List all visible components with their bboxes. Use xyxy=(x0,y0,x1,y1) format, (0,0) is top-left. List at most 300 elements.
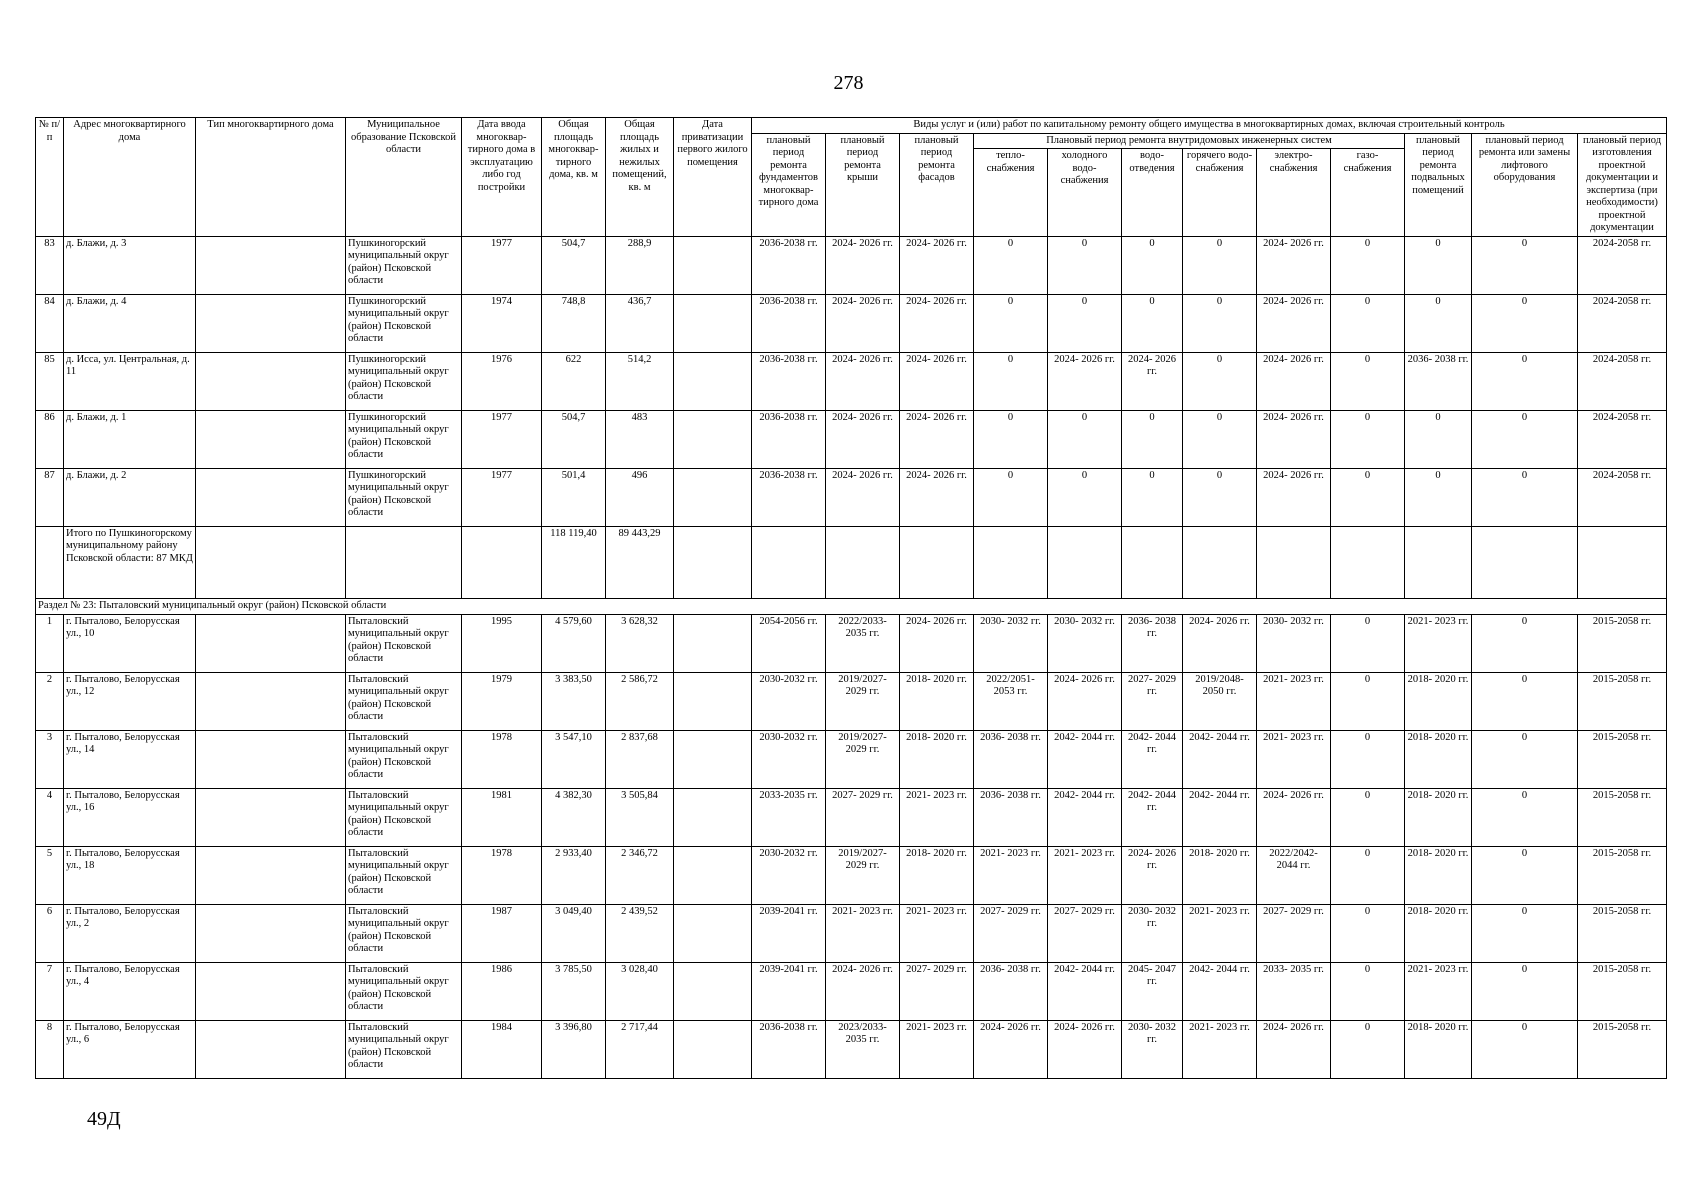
cell-elevator: 0 xyxy=(1472,352,1578,410)
cell-sewage: 2030- 2032 гг. xyxy=(1122,1020,1183,1078)
cell-foundation: 2030-2032 гг. xyxy=(752,730,826,788)
cell-design: 2015-2058 гг. xyxy=(1578,904,1667,962)
col-elevator: плановый период ремонта или замены лифтового оборудования xyxy=(1472,133,1578,236)
cell-roof: 2027- 2029 гг. xyxy=(826,788,900,846)
cell-basement: 0 xyxy=(1405,294,1472,352)
cell-total-area: 3 383,50 xyxy=(542,672,606,730)
cell-gas: 0 xyxy=(1331,846,1405,904)
cell-cold-water: 2042- 2044 гг. xyxy=(1048,788,1122,846)
rows-pytalovsky xyxy=(36,614,1667,1078)
table-row xyxy=(36,236,1667,294)
cell-cold-water: 2024- 2026 гг. xyxy=(1048,672,1122,730)
cell-address: г. Пыталово, Белорусская ул., 12 xyxy=(64,672,196,730)
cell-living-area: 288,9 xyxy=(606,236,674,294)
rows-pushkinogorsky xyxy=(36,236,1667,526)
cell-address: г. Пыталово, Белорусская ул., 4 xyxy=(64,962,196,1020)
total-row xyxy=(36,526,1667,598)
cell-sewage: 2030- 2032 гг. xyxy=(1122,904,1183,962)
total-area: 118 119,40 xyxy=(542,526,606,598)
cell-foundation: 2039-2041 гг. xyxy=(752,904,826,962)
table-row xyxy=(36,788,1667,846)
cell-sewage: 2024- 2026 гг. xyxy=(1122,846,1183,904)
cell-electric: 2030- 2032 гг. xyxy=(1257,614,1331,672)
cell-num: 5 xyxy=(36,846,64,904)
cell-heating: 2027- 2029 гг. xyxy=(974,904,1048,962)
cell-heating: 2036- 2038 гг. xyxy=(974,962,1048,1020)
cell-elevator: 0 xyxy=(1472,410,1578,468)
cell-total-area: 501,4 xyxy=(542,468,606,526)
table-row xyxy=(36,352,1667,410)
col-commission: Дата ввода многоквар- тирного дома в эксплуатацию либо год постройки xyxy=(462,118,542,237)
cell-hot-water: 2042- 2044 гг. xyxy=(1183,788,1257,846)
cell-year: 1974 xyxy=(462,294,542,352)
cell-gas: 0 xyxy=(1331,410,1405,468)
cell-gas: 0 xyxy=(1331,904,1405,962)
cell-hot-water: 0 xyxy=(1183,294,1257,352)
cell-num: 4 xyxy=(36,788,64,846)
cell-facade: 2027- 2029 гг. xyxy=(900,962,974,1020)
cell-total-area: 2 933,40 xyxy=(542,846,606,904)
cell-num: 2 xyxy=(36,672,64,730)
cell-type xyxy=(196,672,346,730)
cell-design: 2024-2058 гг. xyxy=(1578,468,1667,526)
cell-year: 1979 xyxy=(462,672,542,730)
cell-facade: 2024- 2026 гг. xyxy=(900,410,974,468)
cell-hot-water: 0 xyxy=(1183,468,1257,526)
cell-facade: 2024- 2026 гг. xyxy=(900,236,974,294)
table-row xyxy=(36,468,1667,526)
total-empty xyxy=(752,526,826,598)
cell-municipality: Пыталовский муниципальный округ (район) Псковской области xyxy=(346,846,462,904)
cell-living-area: 496 xyxy=(606,468,674,526)
cell-year: 1977 xyxy=(462,468,542,526)
cell-basement: 2018- 2020 гг. xyxy=(1405,730,1472,788)
cell-foundation: 2039-2041 гг. xyxy=(752,962,826,1020)
cell-basement: 2018- 2020 гг. xyxy=(1405,904,1472,962)
table-row xyxy=(36,904,1667,962)
cell-address: д. Блажи, д. 1 xyxy=(64,410,196,468)
cell-type xyxy=(196,962,346,1020)
cell-heating: 0 xyxy=(974,294,1048,352)
cell-living-area: 436,7 xyxy=(606,294,674,352)
cell-sewage: 2024- 2026 гг. xyxy=(1122,352,1183,410)
cell-gas: 0 xyxy=(1331,672,1405,730)
cell-roof: 2024- 2026 гг. xyxy=(826,352,900,410)
cell-facade: 2024- 2026 гг. xyxy=(900,468,974,526)
cell-foundation: 2036-2038 гг. xyxy=(752,1020,826,1078)
cell-municipality: Пыталовский муниципальный округ (район) Псковской области xyxy=(346,672,462,730)
cell-hot-water: 2042- 2044 гг. xyxy=(1183,730,1257,788)
cell-roof: 2022/2033- 2035 гг. xyxy=(826,614,900,672)
cell-foundation: 2030-2032 гг. xyxy=(752,672,826,730)
cell-heating: 2021- 2023 гг. xyxy=(974,846,1048,904)
cell-foundation: 2036-2038 гг. xyxy=(752,294,826,352)
cell-basement: 2036- 2038 гг. xyxy=(1405,352,1472,410)
cell-hot-water: 2018- 2020 гг. xyxy=(1183,846,1257,904)
cell-living-area: 3 505,84 xyxy=(606,788,674,846)
cell-electric: 2024- 2026 гг. xyxy=(1257,468,1331,526)
cell-foundation: 2036-2038 гг. xyxy=(752,352,826,410)
cell-year: 1977 xyxy=(462,410,542,468)
cell-sewage: 2036- 2038 гг. xyxy=(1122,614,1183,672)
cell-design: 2015-2058 гг. xyxy=(1578,788,1667,846)
cell-roof: 2019/2027- 2029 гг. xyxy=(826,730,900,788)
cell-municipality: Пушкиногорский муниципальный округ (район) Псковской области xyxy=(346,352,462,410)
cell-municipality: Пыталовский муниципальный округ (район) Псковской области xyxy=(346,1020,462,1078)
cell-facade: 2021- 2023 гг. xyxy=(900,904,974,962)
cell-facade: 2018- 2020 гг. xyxy=(900,846,974,904)
cell-municipality: Пушкиногорский муниципальный округ (район) Псковской области xyxy=(346,236,462,294)
cell-heating: 2036- 2038 гг. xyxy=(974,730,1048,788)
cell-gas: 0 xyxy=(1331,962,1405,1020)
cell-year: 1986 xyxy=(462,962,542,1020)
cell-roof: 2024- 2026 гг. xyxy=(826,410,900,468)
cell-address: г. Пыталово, Белорусская ул., 18 xyxy=(64,846,196,904)
total-empty xyxy=(1257,526,1331,598)
cell-address: г. Пыталово, Белорусская ул., 16 xyxy=(64,788,196,846)
cell-privatization xyxy=(674,846,752,904)
cell-design: 2015-2058 гг. xyxy=(1578,672,1667,730)
total-empty xyxy=(674,526,752,598)
cell-num: 87 xyxy=(36,468,64,526)
col-design: плановый период изготовления проектной документации и экспертиза (при необходимости) проектной документации xyxy=(1578,133,1667,236)
table-row xyxy=(36,730,1667,788)
col-heating: тепло- снабжения xyxy=(974,149,1048,237)
cell-cold-water: 0 xyxy=(1048,236,1122,294)
cell-living-area: 2 346,72 xyxy=(606,846,674,904)
cell-heating: 2024- 2026 гг. xyxy=(974,1020,1048,1078)
cell-municipality: Пыталовский муниципальный округ (район) Псковской области xyxy=(346,904,462,962)
cell-facade: 2024- 2026 гг. xyxy=(900,352,974,410)
cell-basement: 0 xyxy=(1405,236,1472,294)
col-living-area: Общая площадь жилых и нежилых помещений, кв. м xyxy=(606,118,674,237)
cell-elevator: 0 xyxy=(1472,468,1578,526)
cell-sewage: 2042- 2044 гг. xyxy=(1122,788,1183,846)
cell-num: 84 xyxy=(36,294,64,352)
cell-foundation: 2033-2035 гг. xyxy=(752,788,826,846)
cell-cold-water: 2021- 2023 гг. xyxy=(1048,846,1122,904)
cell-design: 2024-2058 гг. xyxy=(1578,294,1667,352)
cell-elevator: 0 xyxy=(1472,904,1578,962)
cell-num: 7 xyxy=(36,962,64,1020)
cell-num: 3 xyxy=(36,730,64,788)
cell-living-area: 514,2 xyxy=(606,352,674,410)
cell-year: 1977 xyxy=(462,236,542,294)
cell-hot-water: 2024- 2026 гг. xyxy=(1183,614,1257,672)
cell-total-area: 504,7 xyxy=(542,236,606,294)
cell-address: д. Исса, ул. Центральная, д. 11 xyxy=(64,352,196,410)
cell-cold-water: 0 xyxy=(1048,410,1122,468)
cell-hot-water: 0 xyxy=(1183,352,1257,410)
cell-cold-water: 0 xyxy=(1048,294,1122,352)
cell-electric: 2024- 2026 гг. xyxy=(1257,236,1331,294)
table-row xyxy=(36,962,1667,1020)
cell-roof: 2023/2033- 2035 гг. xyxy=(826,1020,900,1078)
col-municipality: Муниципальное образование Псковской области xyxy=(346,118,462,237)
cell-elevator: 0 xyxy=(1472,846,1578,904)
cell-type xyxy=(196,352,346,410)
cell-privatization xyxy=(674,614,752,672)
cell-elevator: 0 xyxy=(1472,672,1578,730)
cell-total-area: 3 049,40 xyxy=(542,904,606,962)
cell-roof: 2024- 2026 гг. xyxy=(826,294,900,352)
col-gas: газо- снабжения xyxy=(1331,149,1405,237)
col-total-area: Общая площадь многоквар- тирного дома, кв. м xyxy=(542,118,606,237)
cell-num: 6 xyxy=(36,904,64,962)
header-row-1 xyxy=(36,118,1667,134)
cell-hot-water: 2042- 2044 гг. xyxy=(1183,962,1257,1020)
cell-living-area: 3 028,40 xyxy=(606,962,674,1020)
cell-basement: 2021- 2023 гг. xyxy=(1405,614,1472,672)
cell-privatization xyxy=(674,1020,752,1078)
col-address: Адрес многоквартирного дома xyxy=(64,118,196,237)
cell-type xyxy=(196,614,346,672)
table-row xyxy=(36,846,1667,904)
cell-heating: 0 xyxy=(974,352,1048,410)
col-num: № п/п xyxy=(36,118,64,237)
cell-basement: 2018- 2020 гг. xyxy=(1405,788,1472,846)
table-row xyxy=(36,614,1667,672)
col-services-group: Виды услуг и (или) работ по капитальному ремонту общего имущества в многоквартирных домах, включая строительный контроль xyxy=(752,118,1667,134)
cell-num: 85 xyxy=(36,352,64,410)
cell-roof: 2021- 2023 гг. xyxy=(826,904,900,962)
cell-living-area: 2 717,44 xyxy=(606,1020,674,1078)
cell-address: д. Блажи, д. 2 xyxy=(64,468,196,526)
total-empty xyxy=(974,526,1048,598)
cell-type xyxy=(196,1020,346,1078)
cell-living-area: 2 439,52 xyxy=(606,904,674,962)
col-privatization: Дата приватизации первого жилого помещения xyxy=(674,118,752,237)
total-empty xyxy=(1331,526,1405,598)
table-row xyxy=(36,410,1667,468)
cell-foundation: 2036-2038 гг. xyxy=(752,410,826,468)
cell-heating: 0 xyxy=(974,410,1048,468)
cell-privatization xyxy=(674,730,752,788)
cell-electric: 2024- 2026 гг. xyxy=(1257,352,1331,410)
cell-total-area: 4 382,30 xyxy=(542,788,606,846)
cell-total-area: 3 547,10 xyxy=(542,730,606,788)
cell-foundation: 2030-2032 гг. xyxy=(752,846,826,904)
col-sewage: водо- отведения xyxy=(1122,149,1183,237)
cell-sewage: 0 xyxy=(1122,236,1183,294)
cell-year: 1978 xyxy=(462,846,542,904)
cell-total-area: 748,8 xyxy=(542,294,606,352)
cell-basement: 2018- 2020 гг. xyxy=(1405,846,1472,904)
total-empty xyxy=(346,526,462,598)
cell-cold-water: 2042- 2044 гг. xyxy=(1048,730,1122,788)
cell-elevator: 0 xyxy=(1472,1020,1578,1078)
cell-electric: 2033- 2035 гг. xyxy=(1257,962,1331,1020)
cell-electric: 2021- 2023 гг. xyxy=(1257,730,1331,788)
cell-municipality: Пыталовский муниципальный округ (район) Псковской области xyxy=(346,962,462,1020)
table-row xyxy=(36,672,1667,730)
section-row xyxy=(36,598,1667,614)
cell-type xyxy=(196,904,346,962)
cell-privatization xyxy=(674,410,752,468)
capital-repair-table xyxy=(35,117,1667,1079)
total-empty xyxy=(1405,526,1472,598)
cell-privatization xyxy=(674,788,752,846)
col-type: Тип многоквартирного дома xyxy=(196,118,346,237)
col-facade: плановый период ремонта фасадов xyxy=(900,133,974,236)
total-label: Итого по Пушкиногорскому муниципальному району Псковской области: 87 МКД xyxy=(64,526,196,598)
cell-roof: 2019/2027- 2029 гг. xyxy=(826,672,900,730)
cell-roof: 2024- 2026 гг. xyxy=(826,236,900,294)
cell-municipality: Пыталовский муниципальный округ (район) Псковской области xyxy=(346,788,462,846)
cell-elevator: 0 xyxy=(1472,730,1578,788)
cell-design: 2015-2058 гг. xyxy=(1578,614,1667,672)
total-empty-num xyxy=(36,526,64,598)
cell-hot-water: 0 xyxy=(1183,236,1257,294)
cell-foundation: 2036-2038 гг. xyxy=(752,468,826,526)
cell-num: 83 xyxy=(36,236,64,294)
col-basement: плановый период ремонта подвальных помещений xyxy=(1405,133,1472,236)
cell-type xyxy=(196,236,346,294)
cell-living-area: 483 xyxy=(606,410,674,468)
cell-type xyxy=(196,788,346,846)
cell-facade: 2024- 2026 гг. xyxy=(900,614,974,672)
cell-type xyxy=(196,468,346,526)
cell-gas: 0 xyxy=(1331,352,1405,410)
total-empty xyxy=(900,526,974,598)
cell-cold-water: 2042- 2044 гг. xyxy=(1048,962,1122,1020)
total-living-area: 89 443,29 xyxy=(606,526,674,598)
cell-cold-water: 2024- 2026 гг. xyxy=(1048,1020,1122,1078)
cell-design: 2024-2058 гг. xyxy=(1578,352,1667,410)
cell-sewage: 2027- 2029 гг. xyxy=(1122,672,1183,730)
footer-code: 49Д xyxy=(87,1108,121,1130)
cell-basement: 2018- 2020 гг. xyxy=(1405,672,1472,730)
cell-elevator: 0 xyxy=(1472,294,1578,352)
cell-heating: 2036- 2038 гг. xyxy=(974,788,1048,846)
cell-design: 2024-2058 гг. xyxy=(1578,236,1667,294)
cell-type xyxy=(196,410,346,468)
cell-basement: 2018- 2020 гг. xyxy=(1405,1020,1472,1078)
cell-sewage: 0 xyxy=(1122,294,1183,352)
total-empty xyxy=(1048,526,1122,598)
cell-electric: 2021- 2023 гг. xyxy=(1257,672,1331,730)
cell-electric: 2024- 2026 гг. xyxy=(1257,788,1331,846)
cell-elevator: 0 xyxy=(1472,962,1578,1020)
cell-cold-water: 0 xyxy=(1048,468,1122,526)
cell-heating: 0 xyxy=(974,468,1048,526)
cell-address: д. Блажи, д. 3 xyxy=(64,236,196,294)
cell-total-area: 622 xyxy=(542,352,606,410)
cell-type xyxy=(196,730,346,788)
cell-privatization xyxy=(674,904,752,962)
cell-gas: 0 xyxy=(1331,236,1405,294)
cell-municipality: Пыталовский муниципальный округ (район) Псковской области xyxy=(346,730,462,788)
cell-municipality: Пушкиногорский муниципальный округ (район) Псковской области xyxy=(346,294,462,352)
total-empty xyxy=(826,526,900,598)
cell-num: 86 xyxy=(36,410,64,468)
cell-sewage: 2042- 2044 гг. xyxy=(1122,730,1183,788)
cell-facade: 2018- 2020 гг. xyxy=(900,672,974,730)
total-empty xyxy=(462,526,542,598)
cell-roof: 2024- 2026 гг. xyxy=(826,962,900,1020)
cell-cold-water: 2024- 2026 гг. xyxy=(1048,352,1122,410)
cell-sewage: 0 xyxy=(1122,468,1183,526)
cell-living-area: 3 628,32 xyxy=(606,614,674,672)
cell-total-area: 3 396,80 xyxy=(542,1020,606,1078)
cell-year: 1976 xyxy=(462,352,542,410)
cell-elevator: 0 xyxy=(1472,236,1578,294)
col-hot-water: горячего водо- снабжения xyxy=(1183,149,1257,237)
cell-hot-water: 2019/2048- 2050 гг. xyxy=(1183,672,1257,730)
cell-gas: 0 xyxy=(1331,788,1405,846)
cell-year: 1987 xyxy=(462,904,542,962)
cell-gas: 0 xyxy=(1331,468,1405,526)
cell-basement: 2021- 2023 гг. xyxy=(1405,962,1472,1020)
cell-sewage: 0 xyxy=(1122,410,1183,468)
cell-address: г. Пыталово, Белорусская ул., 10 xyxy=(64,614,196,672)
cell-facade: 2021- 2023 гг. xyxy=(900,1020,974,1078)
section-title: Раздел № 23: Пыталовский муниципальный округ (район) Псковской области xyxy=(36,598,1667,614)
cell-design: 2015-2058 гг. xyxy=(1578,846,1667,904)
cell-privatization xyxy=(674,468,752,526)
cell-municipality: Пушкиногорский муниципальный округ (район) Псковской области xyxy=(346,410,462,468)
cell-hot-water: 0 xyxy=(1183,410,1257,468)
cell-elevator: 0 xyxy=(1472,788,1578,846)
total-empty xyxy=(196,526,346,598)
table-row xyxy=(36,294,1667,352)
cell-year: 1981 xyxy=(462,788,542,846)
cell-heating: 0 xyxy=(974,236,1048,294)
cell-num: 8 xyxy=(36,1020,64,1078)
cell-living-area: 2 586,72 xyxy=(606,672,674,730)
total-section xyxy=(36,526,1667,614)
page-number: 278 xyxy=(833,72,864,94)
cell-municipality: Пушкиногорский муниципальный округ (район) Псковской области xyxy=(346,468,462,526)
cell-roof: 2019/2027- 2029 гг. xyxy=(826,846,900,904)
cell-design: 2015-2058 гг. xyxy=(1578,962,1667,1020)
cell-gas: 0 xyxy=(1331,294,1405,352)
cell-municipality: Пыталовский муниципальный округ (район) Псковской области xyxy=(346,614,462,672)
cell-design: 2024-2058 гг. xyxy=(1578,410,1667,468)
cell-facade: 2018- 2020 гг. xyxy=(900,730,974,788)
cell-privatization xyxy=(674,294,752,352)
total-empty xyxy=(1578,526,1667,598)
total-empty xyxy=(1472,526,1578,598)
cell-basement: 0 xyxy=(1405,468,1472,526)
cell-total-area: 4 579,60 xyxy=(542,614,606,672)
cell-basement: 0 xyxy=(1405,410,1472,468)
col-roof: плановый период ремонта крыши xyxy=(826,133,900,236)
col-electric: электро- снабжения xyxy=(1257,149,1331,237)
cell-electric: 2024- 2026 гг. xyxy=(1257,1020,1331,1078)
cell-privatization xyxy=(674,962,752,1020)
table-row xyxy=(36,1020,1667,1078)
total-empty xyxy=(1183,526,1257,598)
cell-electric: 2027- 2029 гг. xyxy=(1257,904,1331,962)
cell-gas: 0 xyxy=(1331,1020,1405,1078)
cell-roof: 2024- 2026 гг. xyxy=(826,468,900,526)
cell-heating: 2030- 2032 гг. xyxy=(974,614,1048,672)
cell-address: д. Блажи, д. 4 xyxy=(64,294,196,352)
cell-electric: 2024- 2026 гг. xyxy=(1257,410,1331,468)
cell-facade: 2024- 2026 гг. xyxy=(900,294,974,352)
cell-address: г. Пыталово, Белорусская ул., 2 xyxy=(64,904,196,962)
cell-hot-water: 2021- 2023 гг. xyxy=(1183,904,1257,962)
col-systems-group: Плановый период ремонта внутридомовых инженерных систем xyxy=(974,133,1405,149)
cell-design: 2015-2058 гг. xyxy=(1578,730,1667,788)
cell-year: 1995 xyxy=(462,614,542,672)
cell-gas: 0 xyxy=(1331,730,1405,788)
cell-living-area: 2 837,68 xyxy=(606,730,674,788)
cell-sewage: 2045- 2047 гг. xyxy=(1122,962,1183,1020)
cell-type xyxy=(196,846,346,904)
col-foundation: плановый период ремонта фундаментов многоквар- тирного дома xyxy=(752,133,826,236)
